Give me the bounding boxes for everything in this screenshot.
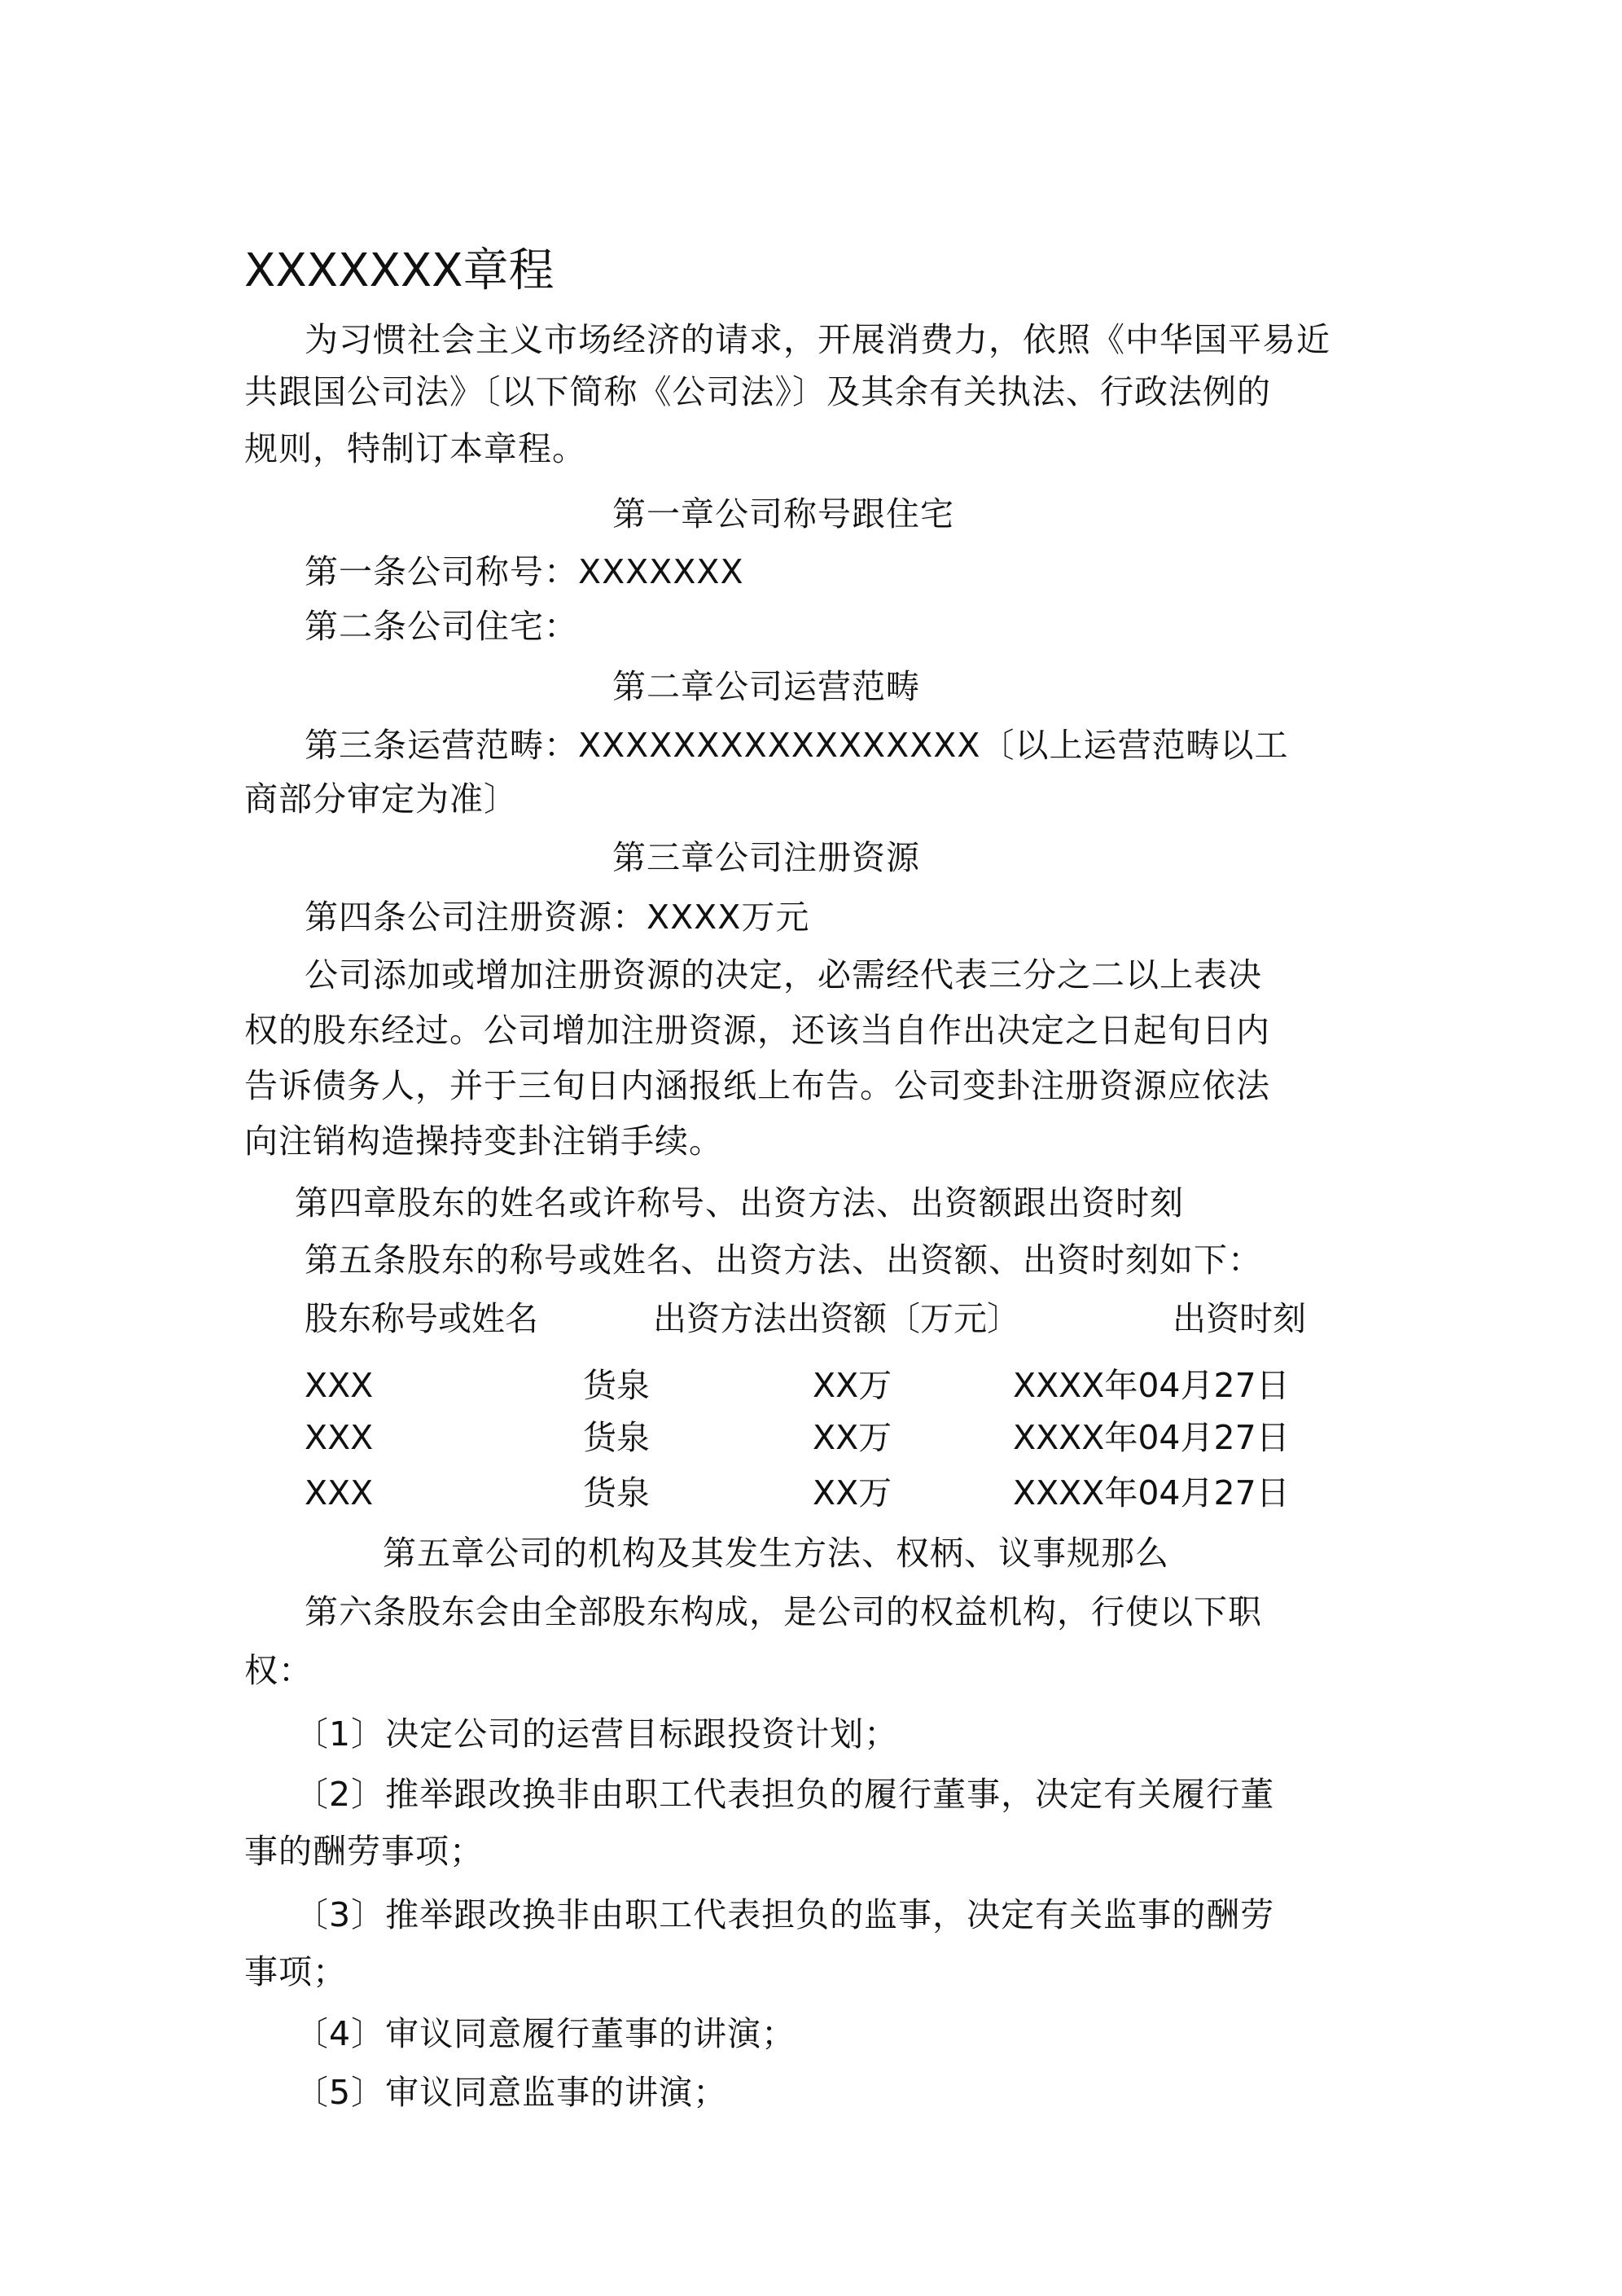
power-item-1: 〔1〕决定公司的运营目标跟投资计划； (295, 1714, 899, 1754)
table-header-name: 股东称号或姓名 (305, 1299, 538, 1338)
power-item-2-line-2: 事的酬劳事项； (244, 1832, 484, 1871)
article-3-line-2: 商部分审定为准〕 (244, 779, 518, 819)
document-title: XXXXXXX章程 (244, 244, 555, 297)
shareholder-name: XXX (305, 1418, 374, 1457)
contribution-amount: XX万 (813, 1473, 892, 1512)
chapter3-para-line-4: 向注销构造操持变卦注销手续。 (244, 1122, 723, 1161)
contribution-method: 货泉 (583, 1418, 650, 1457)
contribution-time: XXXX年04月27日 (1013, 1418, 1290, 1457)
power-item-2-line-1: 〔2〕推举跟改换非由职工代表担负的履行董事，决定有关履行董 (295, 1775, 1275, 1814)
chapter3-para-line-1: 公司添加或增加注册资源的决定，必需经代表三分之二以上表决 (305, 955, 1262, 994)
chapter2-heading: 第二章公司运营范畴 (612, 667, 920, 706)
article-1: 第一条公司称号：XXXXXXX (305, 552, 744, 591)
power-item-3-line-2: 事项； (244, 1952, 347, 1991)
contribution-time: XXXX年04月27日 (1013, 1473, 1290, 1512)
power-item-5: 〔5〕审议同意监事的讲演； (295, 2073, 728, 2112)
power-item-3-line-1: 〔3〕推举跟改换非由职工代表担负的监事，决定有关监事的酬劳 (295, 1895, 1275, 1934)
chapter3-para-line-3: 告诉债务人，并于三旬日内涵报纸上布告。公司变卦注册资源应依法 (244, 1066, 1270, 1105)
article-6-line-2: 权： (244, 1651, 313, 1690)
table-header-method-amount: 出资方法出资额〔万元〕 (653, 1299, 1020, 1338)
shareholder-name: XXX (305, 1473, 374, 1512)
chapter4-heading: 第四章股东的姓名或许称号、出资方法、出资额跟出资时刻 (295, 1183, 1184, 1223)
table-header-time: 出资时刻 (1173, 1299, 1306, 1338)
article-6-line-1: 第六条股东会由全部股东构成，是公司的权益机构，行使以下职 (305, 1592, 1262, 1631)
shareholder-name: XXX (305, 1366, 374, 1405)
contribution-time: XXXX年04月27日 (1013, 1366, 1290, 1405)
contribution-method: 货泉 (583, 1473, 650, 1512)
contribution-amount: XX万 (813, 1366, 892, 1405)
preamble-line-2: 共跟国公司法》〔以下简称《公司法》〕及其余有关执法、行政法例的 (244, 372, 1271, 411)
power-item-4: 〔4〕审议同意履行董事的讲演； (295, 2014, 796, 2053)
article-5: 第五条股东的称号或姓名、出资方法、出资额、出资时刻如下： (305, 1240, 1262, 1280)
preamble-line-1: 为习惯社会主义市场经济的请求，开展消费力，依照《中华国平易近 (305, 320, 1330, 359)
article-4: 第四条公司注册资源：XXXX万元 (305, 898, 810, 937)
contribution-method: 货泉 (583, 1366, 650, 1405)
article-3-line-1: 第三条运营范畴：XXXXXXXXXXXXXXXXX〔以上运营范畴以工 (305, 726, 1289, 765)
chapter3-heading: 第三章公司注册资源 (612, 838, 920, 877)
preamble-line-3: 规则，特制订本章程。 (244, 429, 586, 468)
chapter1-heading: 第一章公司称号跟住宅 (612, 494, 954, 533)
chapter5-heading: 第五章公司的机构及其发生方法、权柄、议事规那么 (383, 1534, 1169, 1573)
article-2: 第二条公司住宅： (305, 607, 578, 646)
contribution-amount: XX万 (813, 1418, 892, 1457)
chapter3-para-line-2: 权的股东经过。公司增加注册资源，还该当自作出决定之日起旬日内 (244, 1011, 1270, 1050)
